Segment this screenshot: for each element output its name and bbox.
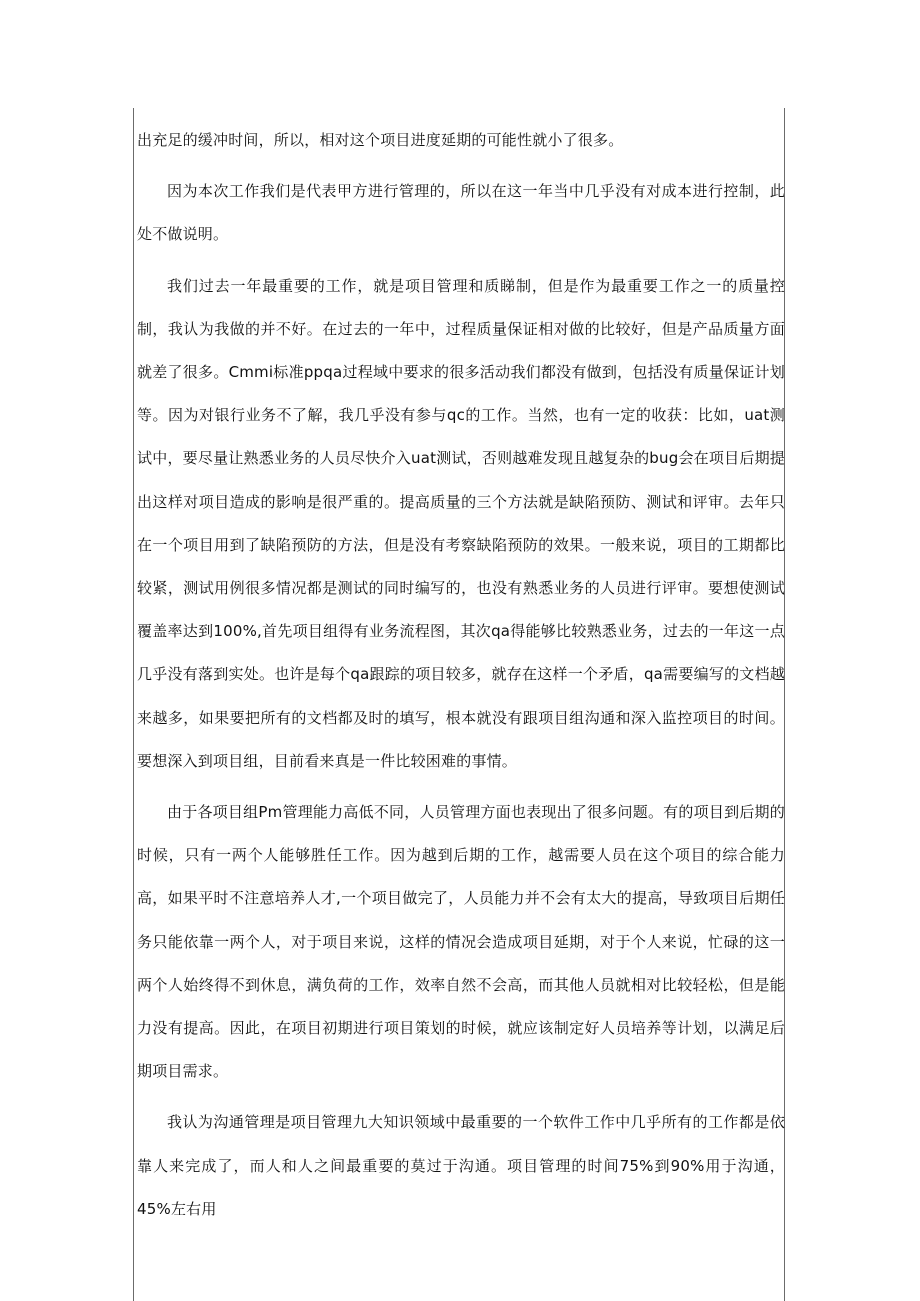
paragraph-3: 我们过去一年最重要的工作，就是项目管理和质睇制，但是作为最重要工作之一的质量控制，我认为我做的并不好。在过去的一年中，过程质量保证相对做的比较好，但是产品质量方面就差了很多。Cmmi标准ppqa过程域中要求的很多活动我们都没有做到，包括没有质量保证计划等。因为对银行业务不了解，我几乎没有参与qc的工作。当然，也有一定的收获：比如，uat测试中，要尽量让熟悉业务的人员尽快介入uat测试，否则越难发现且越复杂的bug会在项目后期提出这样对项目造成的影响是很严重的。提高质量的三个方法就是缺陷预防、测试和评审。去年只在一个项目用到了缺陷预防的方法，但是没有考察缺陷预防的效果。一般来说，项目的工期都比较紧，测试用例很多情况都是测试的同时编写的，也没有熟悉业务的人员进行评审。要想使测试覆盖率达到100%,首先项目组得有业务流程图，其次qa得能够比较熟悉业务，过去的一年这一点几乎没有落到实处。也许是每个qa跟踪的项目较多，就存在这样一个矛盾，qa需要编写的文档越来越多，如果要把所有的文档都及时的填写，根本就没有跟项目组沟通和深入监控项目的时间。要想深入到项目组，目前看来真是一件比较困难的事情。 (137, 276, 785, 770)
paragraph-4: 由于各项目组Pm管理能力高低不同，人员管理方面也表现出了很多问题。有的项目到后期的时候，只有一两个人能够胜任工作。因为越到后期的工作，越需要人员在这个项目的综合能力高，如果平时不注意培养人才,一个项目做完了，人员能力并不会有太大的提高，导致项目后期任务只能依靠一两个人，对于项目来说，这样的情况会造成项目延期，对于个人来说，忙碌的这一两个人始终得不到休息，满负荷的工作，效率自然不会高，而其他人员就相对比较轻松，但是能力没有提高。因此，在项目初期进行项目策划的时候，就应该制定好人员培养等计划，以满足后期项目需求。 (137, 803, 785, 1081)
paragraph-1: 出充足的缓冲时间，所以，相对这个项目进度延期的可能性就小了很多。 (137, 131, 624, 149)
document-body (137, 119, 785, 1239)
paragraph-2: 因为本次工作我们是代表甲方进行管理的，所以在这一年当中几乎没有对成本进行控制，此处不做说明。 (137, 182, 785, 244)
paragraph-5: 我认为沟通管理是项目管理九大知识领域中最重要的一个软件工作中几乎所有的工作都是依靠人来完成了，而人和人之间最重要的莫过于沟通。项目管理的时间75%到90%用于沟通，45%左右用 (137, 1113, 785, 1218)
